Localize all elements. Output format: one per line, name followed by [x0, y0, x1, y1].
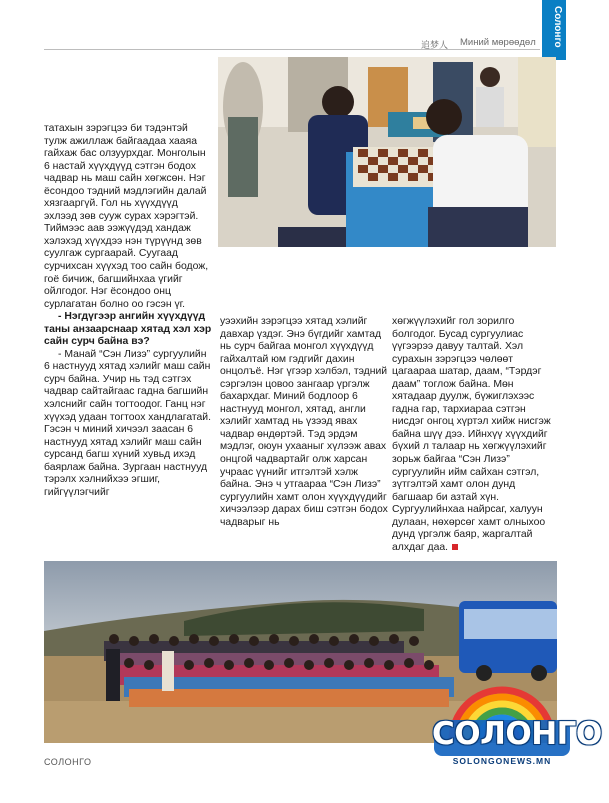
article-paragraph: татахын зэрэгцээ би тэдэнтэй тулж ажиллаж байгаадаа хааяа гайхаж бас олзуурхдаг. Монголын 6 настай хүүхдүүд сэтгэн бодох чадвар нь маш сайн хөгжсөн. Нэг ёсондоо тэдний мэдлэгийн далай хязгааргүй. Гол нь хүүхдүүд эхлээд зөв сууж сурах хэрэгтэй. Тиймээс аав ээжүүдэд хандаж хэлэхэд хүүхдээ нэн түрүүнд зөв суулгаж сургаарай. Суугаад сурчихсан хүүхэд тоо сайн бодож, гоё бичиж, багшийнхаа үгийг ойлгодог. Нэг ёсондоо онц сурлагатан болно оо гэсэн үг. [44, 123, 209, 310]
header-divider [44, 49, 540, 50]
photo-children-playing-checkers [218, 57, 556, 247]
article-paragraph [392, 316, 558, 554]
checkers-photo-illustration [218, 57, 556, 247]
header-section-title: Миний мөрөөдөл [460, 37, 536, 48]
solongo-logo [432, 680, 602, 776]
brand-vertical-text: Солонго [552, 6, 563, 48]
footer-magazine-label: СОЛОНГО [44, 757, 92, 767]
article-end-mark [452, 544, 458, 550]
article-paragraph-text: хөгжүүлэхийг гол зорилго болгодог. Бусад сургуулиас үүгээрээ давуу талтай. Хэл сурахын зэрэгцээ чөлөөт цагаараа шатар, даам, “Тэрдэг даам” тоглож байна. Мөн хятадаар дуулж, бүжиглэхээс гадна гар, тархиараа сэтгэн нисдэг онгоц хүртэл хийж нисгэж байна шүү дээ. Ийнхүү хүүхдийг бүхий л талаар нь хөгжүүлэхийг зорьж байгаа “Сэн Лизэ” сургуулийн ийм сайхан сэтгэл, зүтгэлтэй хамт олон дунд багшаар би азтай хүн. Сургуулийнхаа найрсаг, халуун дулаан, нөхөрсөг хамт олныхоо дунд үргэлж баяр, жаргалтай алхдаг даа. [392, 316, 551, 553]
interview-answer: - Манай “Сэн Лизэ” сургуулийн 6 настнууд хятад хэлийг маш сайн сурч байна. Учир нь тэд сэтгэх чадвар сайтайгаас гадна багшийн хэлснийг сайн тогтоодог. Ганц нэг хүүхэд удаан тогтоох хандлагатай. Гэсэн ч миний хичээл заасан 6 настнууд хятад хэлийг маш сайн сурсанд багш хүний хувьд ихэд баярлаж байна. Зургаан настнууд тэрэлх хэлнийхээ эгшиг, гийгүүлэгчийг [44, 348, 211, 498]
article-column-1 [44, 123, 212, 499]
article-paragraph: уээхийн зэрэгцээ хятад хэлийг давхар үздэг. Энэ бүгдийг хамтад нь сурч байгаа монгол хүүхдүүд гайхалтай юм гэдгийг дахин онцолъё. Нэг үгээр хэлбэл, тэдний сэргэлэн цовоо зангаар үргэлж бахархдаг. Миний бодлоор 6 настнууд монгол, хятад, англи хэлийг хамтад нь үзээд явах чадвар өндөртэй. Тэд эрдэм мэдлэг, оюун ухааныг хүлээж авах онцгой чадвартайг олж харсан учраас үүнийг итгэлтэй хэлж байна. Энэ ч утгаараа “Сэн Лизэ” сургуулийн хамт олон хүүхдүүдийг хичээлээр дарах биш сэтгэн бодох чадварыг нь [220, 316, 388, 528]
logo-url: SOLONGONEWS.MN [452, 756, 552, 766]
header-chinese-title: 追梦人 [421, 41, 449, 51]
logo-name: СОЛОНГО [432, 716, 602, 752]
article-column-3 [392, 316, 558, 554]
interview-question: - Нэгдүгээр ангийн хүүхдүүд таны анзаарснаар хятад хэл хэр сайн сурч байна вэ? [44, 311, 212, 348]
brand-strip [542, 0, 566, 60]
article-column-2 [220, 316, 388, 529]
